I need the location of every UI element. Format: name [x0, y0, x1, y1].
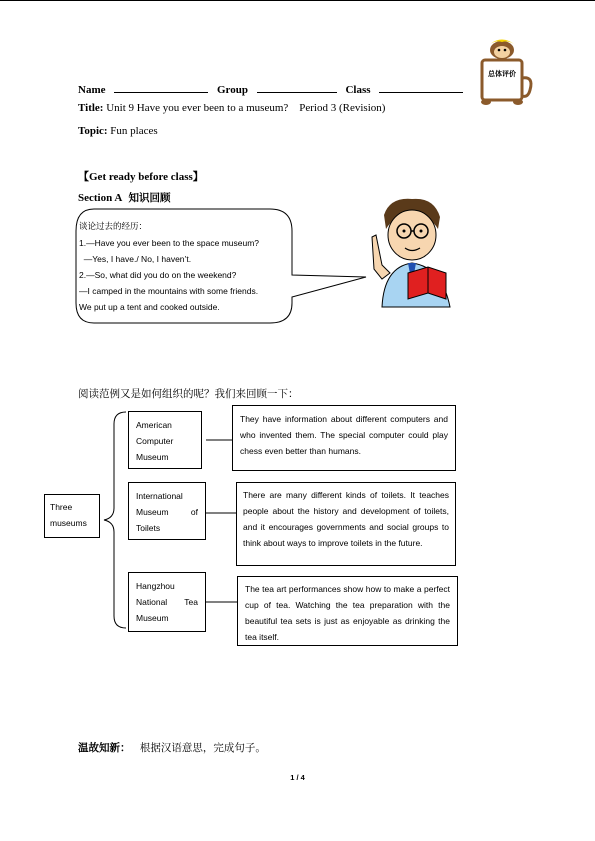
- diagram-root-node: Three museums: [44, 494, 100, 538]
- museum-name-box: International Museum of Toilets: [128, 482, 206, 540]
- review-task: [78, 740, 266, 755]
- section-a-cn: 知识回顾: [128, 192, 171, 204]
- class-label: Class: [345, 84, 371, 96]
- section-a-label: Section A: [78, 192, 122, 204]
- badge-text: 总体评价: [488, 70, 516, 78]
- review-task-label: 温故知新：: [78, 742, 131, 754]
- bubble-line: 1.—Have you ever been to the space museum?: [79, 238, 260, 248]
- title-text: Unit 9 Have you ever been to a museum? Period 3 (Revision): [106, 102, 386, 114]
- page-number: 1 / 4: [290, 773, 305, 782]
- review-prompt: 阅读范例又是如何组织的呢？我们来回顾一下：: [78, 388, 299, 400]
- museum-description-box: The tea art performances show how to make a perfect cup of tea. Watching the tea preparation with the beautiful tea sets is just as enjoyable as drinking the tea itself.: [237, 576, 458, 646]
- group-label: Group: [217, 84, 248, 96]
- topic-text: Fun places: [110, 125, 158, 137]
- bubble-line: 2.—So, what did you do on the weekend?: [79, 270, 237, 280]
- bubble-line: 谈论过去的经历：: [79, 222, 148, 232]
- section-heading: 【Get ready before class】: [78, 171, 204, 183]
- review-task-text: 根据汉语意思，完成句子。: [139, 742, 266, 754]
- name-label: Name: [78, 84, 106, 96]
- tree-brace: [104, 412, 126, 628]
- museum-name-box: American Computer Museum: [128, 411, 202, 469]
- bubble-line: —Yes, I have./ No, I haven’t.: [79, 254, 192, 264]
- title-label: Title:: [78, 102, 104, 114]
- museum-description-box: They have information about different computers and who invented them. The special computer could play chess even better than humans.: [232, 405, 456, 471]
- bubble-line: We put up a tent and cooked outside.: [79, 302, 220, 312]
- museum-description-box: There are many different kinds of toilets. It teaches people about the history and development of toilets, and it encourages governments and social groups to think about ways to improve toilets in the future.: [236, 482, 456, 566]
- museum-name-box: Hangzhou National Tea Museum: [128, 572, 206, 632]
- bubble-line: —I camped in the mountains with some friends.: [79, 286, 259, 296]
- topic-label: Topic:: [78, 125, 108, 137]
